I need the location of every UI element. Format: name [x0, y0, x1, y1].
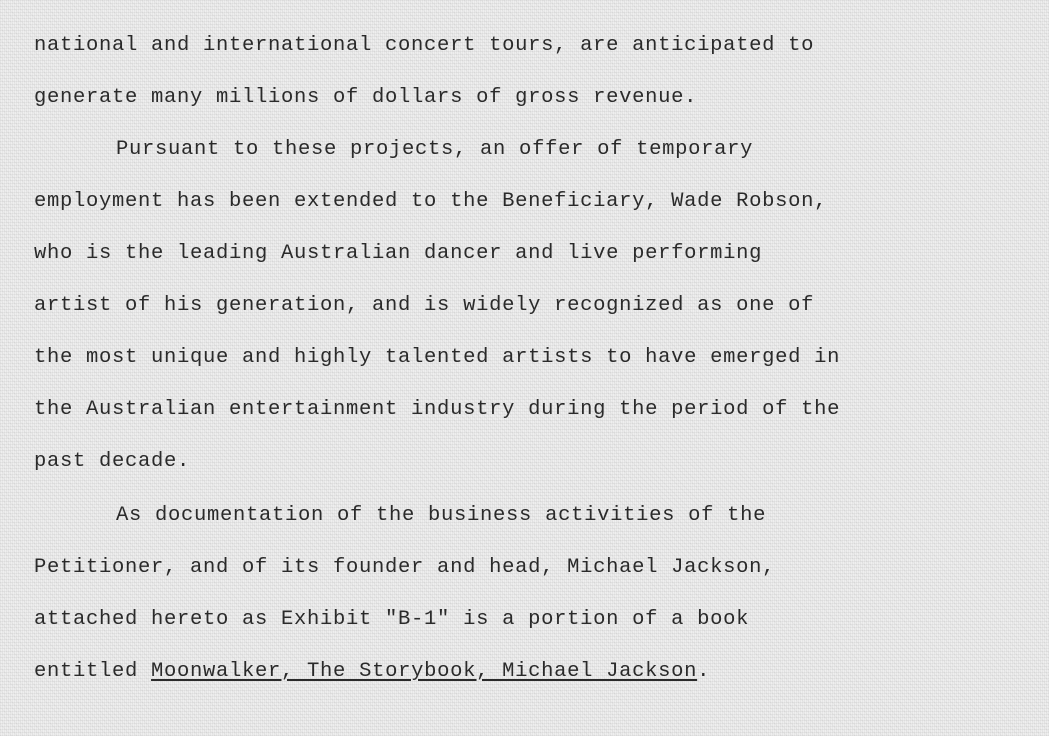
line-suffix: . — [697, 660, 711, 683]
book-title: Moonwalker, The Storybook, Michael Jackson — [151, 660, 698, 683]
paragraph-start-line: Pursuant to these projects, an offer of temporary — [116, 138, 754, 161]
text-line: national and international concert tours, are anticipated to — [34, 34, 815, 57]
text-line: attached hereto as Exhibit "B-1" is a portion of a book — [34, 608, 750, 631]
text-line: employment has been extended to the Beneficiary, Wade Robson, — [34, 190, 828, 213]
text-line: the Australian entertainment industry during the period of the — [34, 398, 841, 421]
paragraph-start-line: As documentation of the business activities of the — [116, 504, 767, 527]
line-prefix: entitled — [34, 660, 152, 683]
text-line-with-title — [34, 662, 710, 683]
text-line: past decade. — [34, 450, 191, 473]
text-line: the most unique and highly talented artists to have emerged in — [34, 346, 841, 369]
text-line: Petitioner, and of its founder and head, Michael Jackson, — [34, 556, 776, 579]
text-line: generate many millions of dollars of gross revenue. — [34, 86, 698, 109]
text-line: who is the leading Australian dancer and live performing — [34, 242, 763, 265]
text-line: artist of his generation, and is widely recognized as one of — [34, 294, 815, 317]
